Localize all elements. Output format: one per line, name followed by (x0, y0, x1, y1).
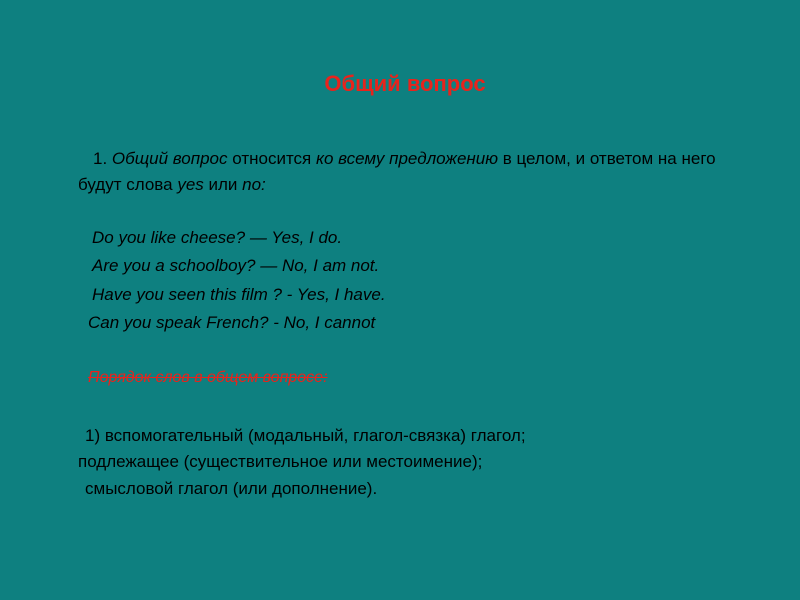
term-general-question: Общий вопрос (111, 149, 228, 168)
word-order-heading: Порядок слов в общем вопросе: (88, 369, 328, 386)
definition-emphasis-1: ко всему предложению (315, 149, 499, 168)
definition-text-2: в целом, и ответом на него будут слова (78, 149, 716, 194)
rule-3: смысловой глагол (или дополнение). (85, 479, 378, 498)
point-number: 1. (93, 149, 112, 168)
definition-text-3: или (203, 175, 243, 194)
definition-text-1: относится (227, 149, 316, 168)
slide-title: Общий вопрос (324, 71, 486, 96)
rule-1: 1) вспомогательный (модальный, глагол-связка) глагол; (85, 426, 526, 445)
example-2: Are you a schoolboy? — No, I am not. (92, 256, 380, 275)
answer-yes: yes (177, 175, 204, 194)
example-3: Have you seen this film ? - Yes, I have. (92, 285, 386, 304)
rule-2: подлежащее (существительное или местоимение); (78, 452, 483, 471)
example-1: Do you like cheese? — Yes, I do. (92, 228, 343, 247)
general-question-definition (78, 146, 718, 198)
example-4: Can you speak French? - No, I cannot (88, 313, 376, 332)
answer-no: no: (242, 175, 266, 194)
